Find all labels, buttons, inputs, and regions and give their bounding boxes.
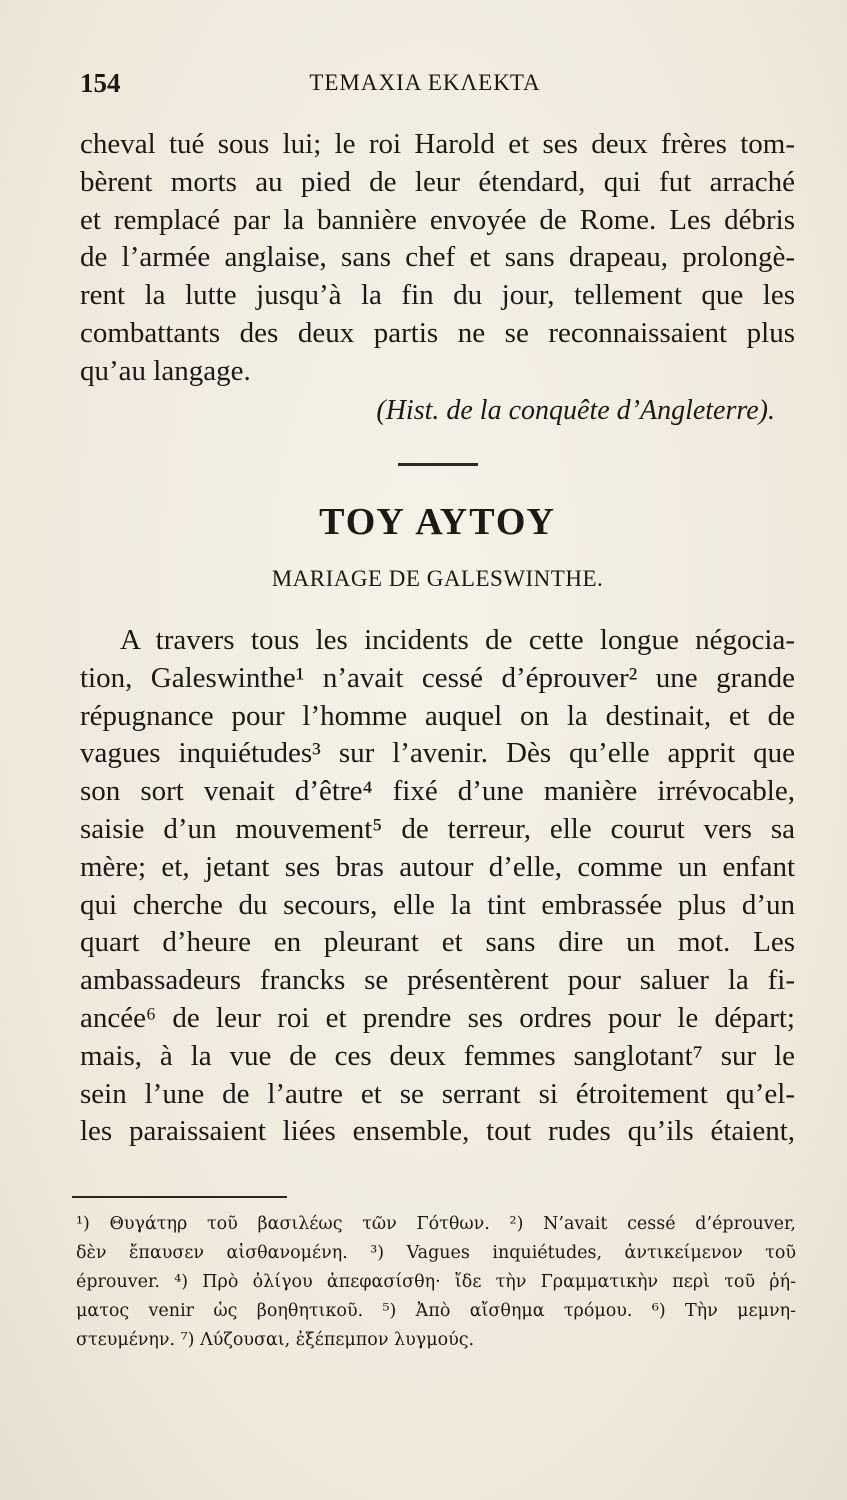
footnotes xyxy=(76,1210,796,1355)
text-line: vagues inquiétudes³ sur l’avenir. Dès qu’elle apprit que xyxy=(80,737,795,770)
footnote-line: ματος venir ὡς βοηθητικοῦ. ⁵) Ἀπὸ αἴσθημα τρόμου. ⁶) Τὴν μεμνη- xyxy=(76,1301,796,1321)
text-line: tion, Galeswinthe¹ n’avait cessé d’éprouver² une grande xyxy=(80,661,795,694)
page-header xyxy=(80,68,770,104)
text-line: bèrent morts au pied de leur étendard, qui fut arraché xyxy=(80,165,795,198)
text-line: répugnance pour l’homme auquel on la destinait, et de xyxy=(80,699,795,732)
footnote-line: éprouver. ⁴) Πρὸ ὀλίγου ἀπεφασίσθη· ἴδε τὴν Γραμματικὴν περὶ τοῦ ῥή- xyxy=(76,1272,796,1292)
text-line: quart d’heure en pleurant et sans dire un mot. Les xyxy=(80,926,795,959)
text-line: et remplacé par la bannière envoyée de Rome. Les débris xyxy=(80,203,795,236)
footnote-line: δὲν ἔπαυσεν αἰσθανομένη. ³) Vagues inquiétudes, ἀντικείμενον τοῦ xyxy=(76,1243,796,1263)
page-number: 154 xyxy=(80,68,121,98)
text-line: son sort venait d’être⁴ fixé d’une manière irrévocable, xyxy=(80,775,795,808)
text-line: cheval tué sous lui; le roi Harold et ses deux frères tom- xyxy=(80,128,795,160)
footnote-line: στευμένην. ⁷) Λύζουσαι, ἐξέπεμπον λυγμούς. xyxy=(76,1330,475,1350)
text-line: mère; et, jetant ses bras autour d’elle, comme un enfant xyxy=(80,850,795,883)
text-line: A travers tous les incidents de cette longue négocia- xyxy=(120,624,795,656)
source-citation: (Hist. de la conquête d’Angleterre). xyxy=(376,395,775,426)
footnote-divider xyxy=(72,1196,287,1198)
section-title: ΤΟΥ ΑΥΤΟΥ xyxy=(319,501,556,543)
text-line: qu’au langage. xyxy=(80,354,251,387)
text-line: ancée⁶ de leur roi et prendre ses ordres pour le départ; xyxy=(80,1001,795,1034)
running-title: ΤΕΜΑΧΙΑ ΕΚΛΕΚΤΑ xyxy=(309,70,541,95)
text-line: qui cherche du secours, elle la tint embrassée plus d’un xyxy=(80,888,795,921)
text-line: rent la lutte jusqu’à la fin du jour, tellement que les xyxy=(80,279,795,312)
text-line: combattants des deux partis ne se reconnaissaient plus xyxy=(80,316,795,349)
text-line: sein l’une de l’autre et se serrant si étroitement qu’el- xyxy=(80,1077,795,1110)
passage-continued xyxy=(80,126,795,391)
section-subtitle: MARIAGE DE GALESWINTHE. xyxy=(271,566,604,591)
section-divider xyxy=(398,463,478,466)
passage-main xyxy=(80,622,795,1151)
text-line: ambassadeurs francks se présentèrent pour saluer la fi- xyxy=(80,964,795,997)
text-line: saisie d’un mouvement⁵ de terreur, elle courut vers sa xyxy=(80,812,795,845)
text-line: les paraissaient liées ensemble, tout rudes qu’ils étaient, xyxy=(80,1115,795,1148)
text-line: de l’armée anglaise, sans chef et sans drapeau, prolongè- xyxy=(80,241,795,274)
footnote-line: ¹) Θυγάτηρ τοῦ βασιλέως τῶν Γότθων. ²) N’avait cessé d’éprouver, xyxy=(76,1214,796,1234)
text-line: mais, à la vue de ces deux femmes sanglotant⁷ sur le xyxy=(80,1039,795,1072)
